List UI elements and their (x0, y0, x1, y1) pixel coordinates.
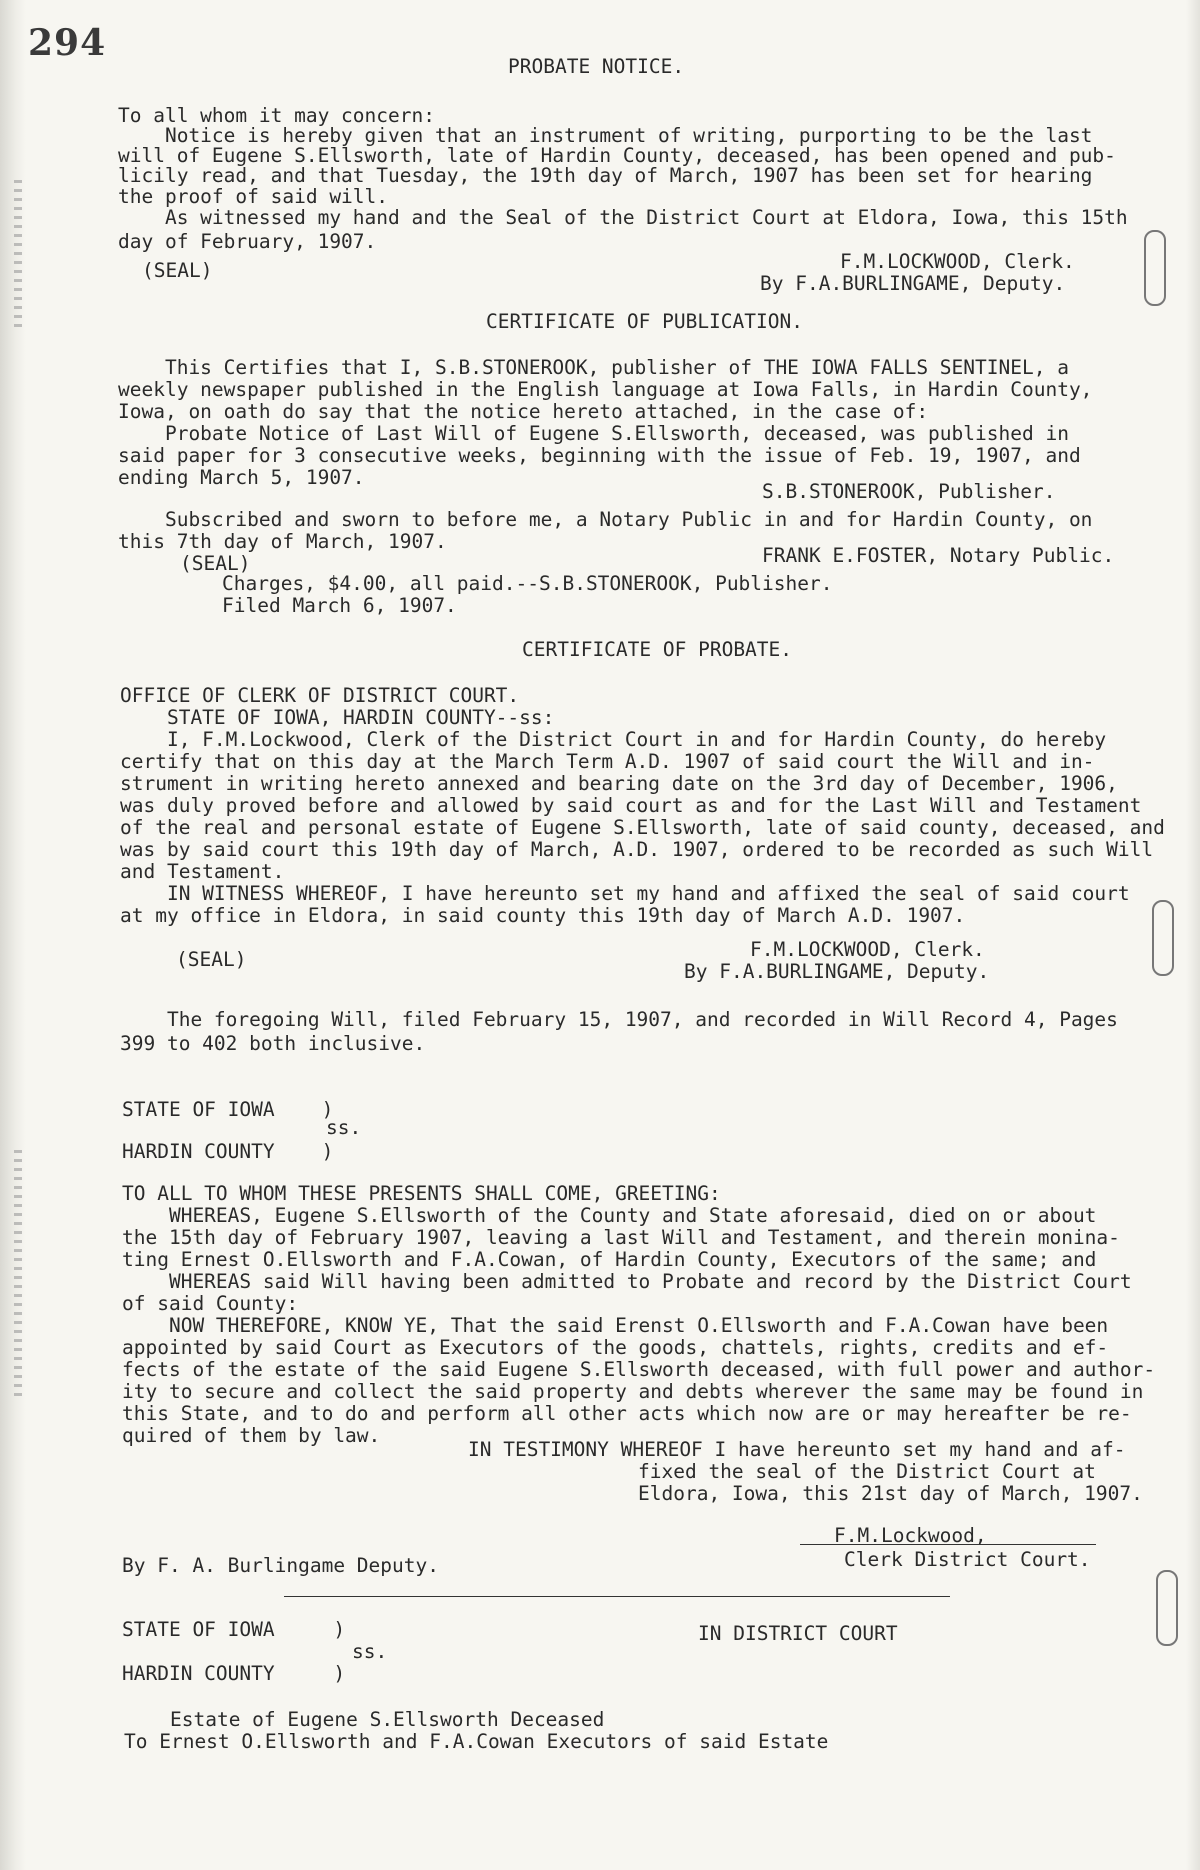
binding-marks (14, 180, 22, 330)
text-line: fects of the estate of the said Eugene S.Ellsworth deceased, with full power and author- (122, 1358, 1156, 1381)
text-line: Notice is hereby given that an instrument of writing, purporting to be the last (118, 124, 1093, 147)
seal-label: (SEAL) (142, 259, 213, 282)
text-line: Iowa, on oath do say that the notice hereto attached, in the case of: (118, 400, 929, 423)
text-line: This Certifies that I, S.B.STONEROOK, publisher of THE IOWA FALLS SENTINEL, a (118, 356, 1069, 379)
section-title: PROBATE NOTICE. (508, 55, 685, 78)
charges-line: Charges, $4.00, all paid.--S.B.STONEROOK, Publisher. (222, 572, 833, 595)
text-line: ity to secure and collect the said property and debts wherever the same may be found in (122, 1380, 1144, 1403)
text-line: ting Ernest O.Ellsworth and F.A.Cowan, of Hardin County, Executors of the same; and (122, 1248, 1097, 1271)
addressee-line: To Ernest O.Ellsworth and F.A.Cowan Executors of said Estate (124, 1730, 829, 1753)
clerk-signature: F.M.LOCKWOOD, Clerk. (750, 938, 985, 961)
text-line: weekly newspaper published in the English language at Iowa Falls, in Hardin County, (118, 378, 1093, 401)
text-line: 399 to 402 both inclusive. (120, 1032, 426, 1055)
text-line: WHEREAS, Eugene S.Ellsworth of the County and State aforesaid, died on or about (122, 1204, 1097, 1227)
text-line: was duly proved before and allowed by said court as and for the Last Will and Testament (120, 794, 1142, 817)
venue-state: STATE OF IOWA ) (122, 1618, 346, 1641)
text-line: The foregoing Will, filed February 15, 1907, and recorded in Will Record 4, Pages (120, 1008, 1118, 1031)
text-line: this 7th day of March, 1907. (118, 530, 447, 553)
venue-county: HARDIN COUNTY ) (122, 1662, 346, 1685)
binding-marks (14, 1150, 22, 1400)
clerk-title: Clerk District Court. (844, 1548, 1091, 1571)
signature-line (800, 1544, 1096, 1545)
text-line: TO ALL TO WHOM THESE PRESENTS SHALL COME, GREETING: (122, 1182, 721, 1205)
section-title: CERTIFICATE OF PUBLICATION. (486, 310, 803, 333)
binder-ring-icon (1152, 900, 1174, 976)
text-line: NOW THEREFORE, KNOW YE, That the said Erenst O.Ellsworth and F.A.Cowan have been (122, 1314, 1109, 1337)
seal-label: (SEAL) (176, 948, 247, 971)
clerk-signature: F.M.Lockwood, (834, 1524, 987, 1547)
text-line: IN WITNESS WHEREOF, I have hereunto set my hand and affixed the seal of said court (120, 882, 1130, 905)
text-line: WHEREAS said Will having been admitted to Probate and record by the District Court (122, 1270, 1132, 1293)
text-line: STATE OF IOWA, HARDIN COUNTY--ss: (120, 706, 555, 729)
section-divider (284, 1596, 950, 1597)
testimony-line: IN TESTIMONY WHEREOF I have hereunto set my hand and af- (468, 1438, 1126, 1461)
text-line: I, F.M.Lockwood, Clerk of the District Court in and for Hardin County, do hereby (120, 728, 1107, 751)
venue-ss: ss. (352, 1640, 388, 1663)
text-line: Subscribed and sworn to before me, a Notary Public in and for Hardin County, on (118, 508, 1093, 531)
testimony-line: Eldora, Iowa, this 21st day of March, 1907. (638, 1482, 1143, 1505)
estate-line: Estate of Eugene S.Ellsworth Deceased (170, 1708, 605, 1731)
text-line: appointed by said Court as Executors of the goods, chattels, rights, credits and ef- (122, 1336, 1109, 1359)
text-line: day of February, 1907. (118, 230, 377, 253)
text-line: As witnessed my hand and the Seal of the District Court at Eldora, Iowa, this 15th (118, 206, 1128, 229)
text-line: OFFICE OF CLERK OF DISTRICT COURT. (120, 684, 520, 707)
venue-county: HARDIN COUNTY ) (122, 1140, 334, 1163)
deputy-signature: By F.A.BURLINGAME, Deputy. (760, 272, 1066, 295)
notary-signature: FRANK E.FOSTER, Notary Public. (762, 544, 1115, 567)
text-line: licily read, and that Tuesday, the 19th day of March, 1907 has been set for hearing (118, 164, 1093, 187)
text-line: said paper for 3 consecutive weeks, beginning with the issue of Feb. 19, 1907, and (118, 444, 1081, 467)
text-line: of the real and personal estate of Eugene S.Ellsworth, late of said county, deceased, and (120, 816, 1165, 839)
text-line: at my office in Eldora, in said county this 19th day of March A.D. 1907. (120, 904, 966, 927)
text-line: To all whom it may concern: (118, 104, 435, 127)
venue-ss: ss. (326, 1116, 362, 1139)
clerk-signature: F.M.LOCKWOOD, Clerk. (840, 250, 1075, 273)
text-line: and Testament. (120, 860, 285, 883)
binder-ring-icon (1156, 1570, 1178, 1646)
testimony-line: fixed the seal of the District Court at (638, 1460, 1096, 1483)
filed-line: Filed March 6, 1907. (222, 594, 457, 617)
seal-label: (SEAL) (180, 552, 251, 575)
venue-state: STATE OF IOWA ) (122, 1098, 334, 1121)
text-line: certify that on this day at the March Term A.D. 1907 of said court the Will and in- (120, 750, 1095, 773)
deputy-signature: By F. A. Burlingame Deputy. (122, 1554, 439, 1577)
text-line: was by said court this 19th day of March, A.D. 1907, ordered to be recorded as such Will (120, 838, 1154, 861)
deputy-signature: By F.A.BURLINGAME, Deputy. (684, 960, 990, 983)
section-title: CERTIFICATE OF PROBATE. (522, 638, 793, 661)
scan-right-edge (1186, 0, 1200, 1870)
text-line: the 15th day of February 1907, leaving a last Will and Testament, and therein moninа- (122, 1226, 1120, 1249)
binder-ring-icon (1144, 230, 1166, 306)
court-heading: IN DISTRICT COURT (698, 1622, 898, 1645)
page-number: 294 (28, 22, 107, 64)
text-line: will of Eugene S.Ellsworth, late of Hardin County, deceased, has been opened and pub- (118, 144, 1116, 167)
text-line: the proof of said will. (118, 185, 389, 208)
text-line: quired of them by law. (122, 1424, 381, 1447)
scan-left-edge (0, 0, 26, 1870)
publisher-signature: S.B.STONEROOK, Publisher. (762, 480, 1056, 503)
text-line: ending March 5, 1907. (118, 466, 365, 489)
text-line: Probate Notice of Last Will of Eugene S.Ellsworth, deceased, was published in (118, 422, 1069, 445)
text-line: of said County: (122, 1292, 299, 1315)
text-line: strument in writing hereto annexed and bearing date on the 3rd day of December, 1906, (120, 772, 1118, 795)
text-line: this State, and to do and perform all other acts which now are or may hereafter be re- (122, 1402, 1132, 1425)
